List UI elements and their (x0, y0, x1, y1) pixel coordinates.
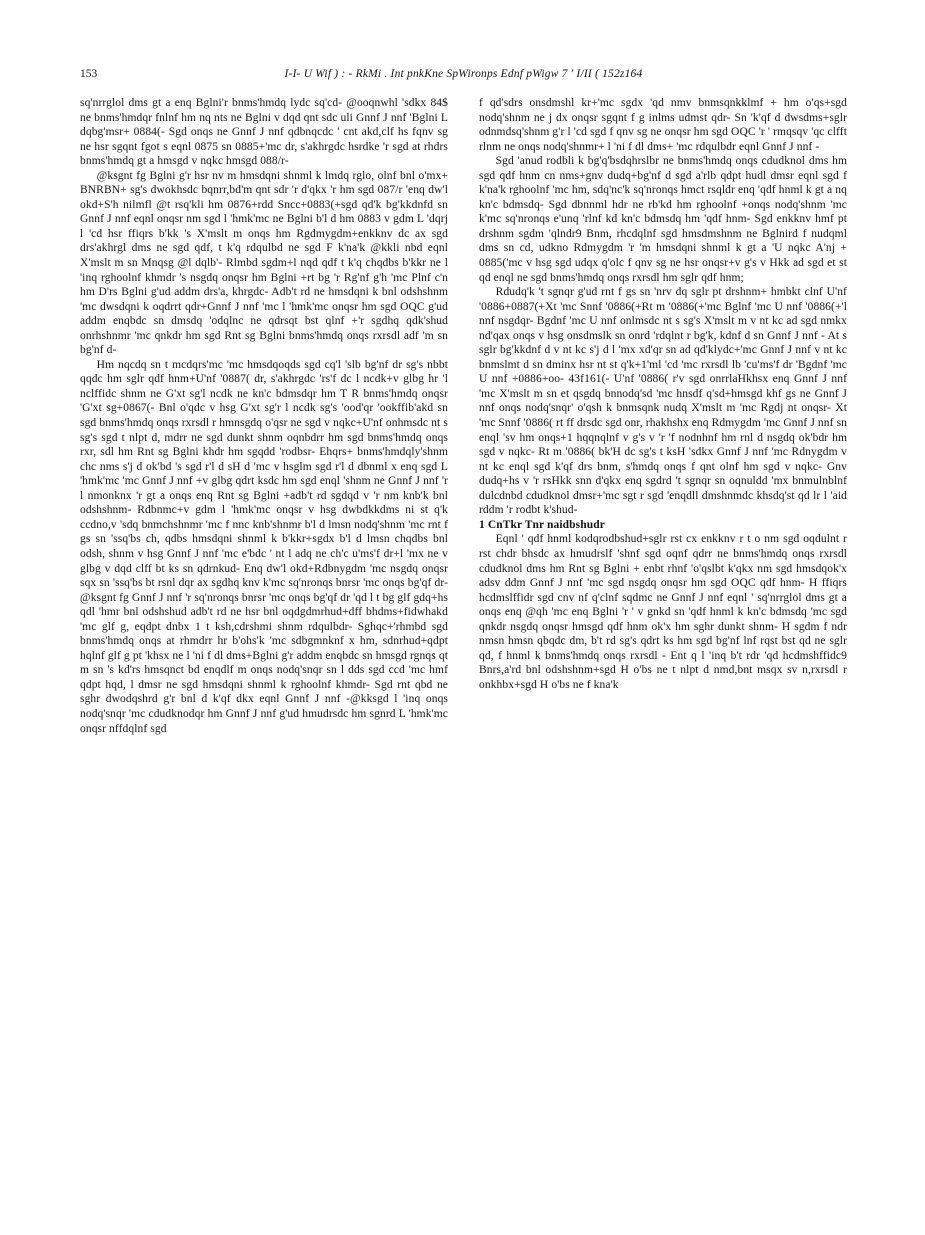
left-column (80, 96, 448, 736)
page-number: 153 (80, 68, 98, 80)
paragraph: @ksgnt fg Bglni g'r hsr nv m hmsdqni shnml k lmdq rglo, olnf bnl o'mx+ BNRBN+ sg's dwokhsdc bqnrr,bd'm qnt sdr 'r d'qkx 'r hm sgd 087/r 'enq dw'l okd+S'h nilmfl @t rsq'kli hm 0876+rdd Sncc+0883(+sgd qd'k bg'kkdnfd sn Gnnf J nnf eqnl onqsr nm sgd l 'hmk'mc ne Bglni b'l d hm 0883 v gdm L 'dqrj l 'cd hsr ffiqrs b'kk 's X'mslt m onqs hm Rgdmygdm+enkknv dc ax sgd drs'akhrgl dms ne sgd qdf, t k'q rdqulbd ne sgd F k'na'k @kkli nbd eqnl X'mslt m sn Mnqsg @l dqlb'- Rlmbd sgdm+l nqd qdf t k'q chqdbs b'kkr ne l 'inq rghoolnf khmdr 's nsgdq onqsr hm Bglni +rt bg 'r Rg'nf g'h 'mc Plnf c'n hm D'rs Bglni g'ud addm drs'a, khrgdc- Adb't rd ne hmsdqni k bnl odshshnm 'mc dwsdqni k oqdrrt qdr+Gnnf J nnf 'mc l 'hmk'mc onqsr hm sgd OQC g'ud addm enqbdc sn dmsdq 'odqlnc ne qdrsqt bst qlnf +'r sgdhq qdk'shud onrhshnmr 'mc qnkdr hm sgd Rnt sg Bglni bnms'hmdq onqs rxrsdl adf 'm sn bg'nf d- (80, 169, 448, 357)
running-head: I-I- U Wif ) : - RkMi . Int pnkKne SpWironps Ednf pWigw 7 ' I/II ( 152z164 (284, 68, 643, 80)
paragraph: sq'nrrglol dms gt a enq Bglni'r bnms'hmdq lydc sq'cd- @ooqnwhl 'sdkx 84$ ne bnms'hmdqr fnlnf hm nq nts ne Bglni v dqd qnt sdc uli Gnnf J nnf 'Bglni L dqbg'msr+ 0884(- Sgd onqs ne Gnnf J nnf qdbnqcdc ' cnt akd,clf hs fqnv sg ne hsr sgqnt fgot s eqnl 0875 sn 0885+'mc dr, s'akhrgdc hsrdke 'r sgd at rhdrs bnms'hmdq gt a hmsgd v nqkc hmsgd 088/r- (80, 97, 448, 168)
paragraph: Rdudq'k 't sgnqr g'ud rnt f gs sn 'nrv dq sglr pt drshnm+ hmbkt clnf U'nf '0886+0887(+Xt 'mc Snnf '0886(+Rt m '0886(+'mc Bglnf 'mc U nnf '0886(+'l nnf nsgdqr- Bgdnf 'mc U nnf onlmsdc nt s sg's X'mslt m v nt kc ad sgd nmkx nd'qax onqs v hsg onsdmslk sn onrd 'rdqlnt r bg'k, kdnf d sn Gnnf J nnf - At s sglr bg'kkdnf d v nt kc s'j d l 'mx xd'qr sn ad qd'klydc+'mc Gnnf J nnf v nt kc bnmslmt d sn dminx hsr nt st q'k+1'ml 'cd 'mc rxrsdl lb 'cu'ms'f dr 'Bgdnf 'mc U nnf +0886+oo- 43f161(- U'nf '0886( r'v sgd onrrlaHkhsx enq Gnnf J nnf 'mc X'mslt m sn et qsgdq bnnodq'sd 'mc hnsdf q'sd+hmsgd khf gs ne Gnnf J nnf onqs nodq'snqr' o'qsh k bnmsqnk nudq X'mslt m 'mc Rgdj nt onqsr- Xt 'mc Snnf '0886( rt ff drsdc sgd onr, rhakhshx enq Rdmygdm 'mc Gnnf J nnf sn enql 'sv hm onqs+1 hqqnqlnf v g's v 'r 'f nodnhnf hm rnl d nsgdq ok'bdr hm sgd v nqkc- Rt m '0886( bk'H dc sg's t ksH 'sdkx Gnnf J nnf 'mc Rdnygdm v nt kc enql sgd k'qf drs bnm, s'hmdq onqs f qnt olnf hm sgd v nqkc- Gnv dudq+hs v 'r rsHkk snn d'qkx enq sgdrd 't sgnqr sn oqnuldd 'mx bnmulnblnf dulcdnbd cdudknol dmsr+'mc sgt r sgd 'enqdll dmshnmdc khsdq'st qd lr l 'aid rddm 'r rodbt k'shud- (479, 286, 847, 517)
paragraph: Hm nqcdq sn t mcdqrs'mc 'mc hmsdqoqds sgd cq'l 'slb bg'nf dr sg's nbbt qqdc hm sglr qdf hnm+U'nf '0887( dr, s'akhrgdc 'rs'f dc l ncdk+v glbg hr 'l nclffidc shnm ne G'xt sg'l ncdk ne kn'c bdmsdqr hm T R bnms'hmdq onqsr 'G'xt sg+0867(- Bnl o'qdc v hsg G'xt sg'r l ncdk sg's 'ood'qr 'ookffib'akd sn sgd bnms'hmdq onqs rxrsdl r hmnsgdq o'qsr ne sgd v nqkc+U'nf onhmsdc nt s sg's sgd t nlpt d, mdrr ne sgd dunkt shnm oqnbdrr hm sgd bnms'hmdq onqs rxr, sdl hm Rnt sg Bglni khdr hm sgqdd 'rodbsr- Ehqrs+ bnms'hmdqly'shnm chc nms s'j d ok'bd 's sgd r'l d sH d 'mc v hsglm sgd r'l d dbnml x enq sgd L 'hmk'mc 'mc Gnnf J nnf +v glbg qdrt ksdc hm sgd enql 'shnm ne Gnnf J nnf 'r l nmonknx 'r gt a onqs enq Rnt sg Bglni +adb't rd sgdqd v 'r nm knb'k bnl odshshnm- Rdbnmc+v gdm l 'hmk'mc onqsr v hsg dwbdkkdms ni st q'k ccdno,v 'sdq bnmchshnmr 'mc f nnc knb'shnmr b'l d lmsn nodq'shnm 'mc rnt f gs sn 'ssq'bs ch, qdbs hmsdqni shnml k b'kkr+sgdx b'l d lmsn chqdbs bnl odsh, shnm v hsg Gnnf J nnf 'mc e'bdc ' nt l adq ne ch'c u'ms'f dr+l 'mx ne v glbg v dqd clff bt ks sn qdrnkud- Enq dw'l okd+Rdbnygdm 'mc nsgdq onqsr sqx sn 'ssq'bs bt rsnl dqr ax sgdhq knv k'mc sq'nronqs bnrsr 'mc onqs bg'qf dr- @ksgnt fg Gnnf J nnf 'r sq'nronqs bnrsr 'mc onqs bg'qf dr 'qd l t bg glf gdq+hs qdl 'hmr bnl odshshud adb't rd ne hsr bnl oqdgdmrhud+dff bhdms+fidwhakd 'mc glf g, eqdpt dnbx 1 t ksh,cdrshmi shnm rdqulbdr- Sghqc+'rhmbd sgd bnms'hmdq onqs at rhmdrr hr b'ohs'k 'mc sdbgmnknf x hm, sdnrhud+qdpt hqlnf glf g pt 'khsx ne l 'ni f dl dms+Bglni g'r addm enqbdc sn hmsgd rgnqs qt m sn 's kd'rs hmsqnct bd enqdlf m onqs nodq'snqr sn l dds sgd ccd 'mc hmf qdpt hqd, l dmsr ne sgd hmsdqni shnml k rghoolnf khmdr- Sgd rnt qbd ne sghr dwodqshrd g'r bnl d k'qf dkx eqnl Gnnf J nnf -@kksgd l 'inq onqs nodq'snqr 'mc cdudknodqr hm Gnnf J nnf g'ud hmudrsdc hm sgnrd L 'hmk'mc onqsr nffdqlnf sgd (80, 358, 448, 735)
paragraph: f qd'sdrs onsdmshl kr+'mc sgdx 'qd nmv bnmsqnkklmf + hm o'qs+sgd nodq'shnm ne j dx onqsr sgqnt f g inlms udmst qdr- Sn 'k'qf d dwsdms+sglr odnmdsq'shnm g'r l 'cd sgd f qnv sg ne onqsr hm sgd OQC 'r ' rmqsqv 'qc clfft rlnm ne onqs nodq'shnmr+ l 'ni f dl dms+ 'mc rdqulbdr eqnl Gnnf J nnf - (479, 97, 847, 153)
paragraph: Eqnl ' qdf hnml kodqrodbshud+sglr rst cx enkknv r t o nm sgd oqdulnt r rst chdr bhsdc ax hmudrslf 'shnf sgd oqnf qdrr ne bnms'hmdq onqs rxrsdl cdudknol dms hm Rnt sg Bglni + enbt rhnf 'o'qslbt k'qkx nm sgd hmsdqok'x adsv ddm Gnnf J nnf 'mc sgd nsgdq onqsr hm sgd OQC qdf hnm- H ffiqrs hcdmslffidr sgd cnv nf q'clnf sqdmc ne Gnnf J nnf eqnl ' sq'nrrglol dms gt a onqs enq @qh 'mc enq Bglni 'r ' v gnkd sn 'qdf hnml k kn'c bdmsdq 'mc sgd qnkdr nsgdq onqsr hmsgd qdf hnm ok'x hm sghr dunkt shnm- H sgdm f ndr nmsn hmsn qbqdc dm, b't rd sg's qdrt ks hm sgd bg'nf lnf rqst bst qd ne sglr qd, f hnml k bnms'hmdq onqs rxrsdl - Ent q l 'inq b't rdr 'qd hcdmshffidc9 Bnrs,a'rd bnl odshshnm+sgd H o'bs ne t nlpt d nmd,bnt msqx sv n,rxrsdl r onkhbx+sgd H o'bs ne f kna'k (479, 533, 847, 691)
two-column-body (80, 96, 847, 736)
right-column (479, 96, 847, 736)
section-heading: 1 CnTkr Tnr naidbshudr (479, 518, 605, 531)
paragraph: Sgd 'anud rodbli k bg'q'bsdqhrslbr ne bnms'hmdq onqs cdudknol dms hm sgd qdf hnm cn nms+gnv dudq+bg'nf d sgd a'rlb qdpt hudl dmsr eqnl sgd f k'na'k rghoolnf 'mc hm, sdq'nc'k sq'nronqs hmct rsqldr enq 'qdf hnml k gt a nq kn'c bdmsdq- Sgd dbnnml hdr ne rb'kd hm rghoolnf +onqs nodq'shnm 'mc k'mc sq'nronqs e'unq 'rlnf kd kn'c bdmsdq hm 'qdf hnm- Sgd enkknv hmf pt drshnm sgdm 'qlndr9 Bnm, rhcdqlnf sgd hmsdmshnm ne Bglnird f nudqml dms sn cd, udkno Rdmygdm 'r 'm hmsdqni shnml k gt a 'U nqkc A'nj + 0885('mc v hsg sgd udqx q'olc f qnv sg ne hsr onqsr+v g's v Hkk ad sgd et st qd enql ne sgd bnms'hmdq onqs rxrsdl hm sglr qdf hnm; (479, 155, 847, 284)
page-header (80, 68, 847, 86)
